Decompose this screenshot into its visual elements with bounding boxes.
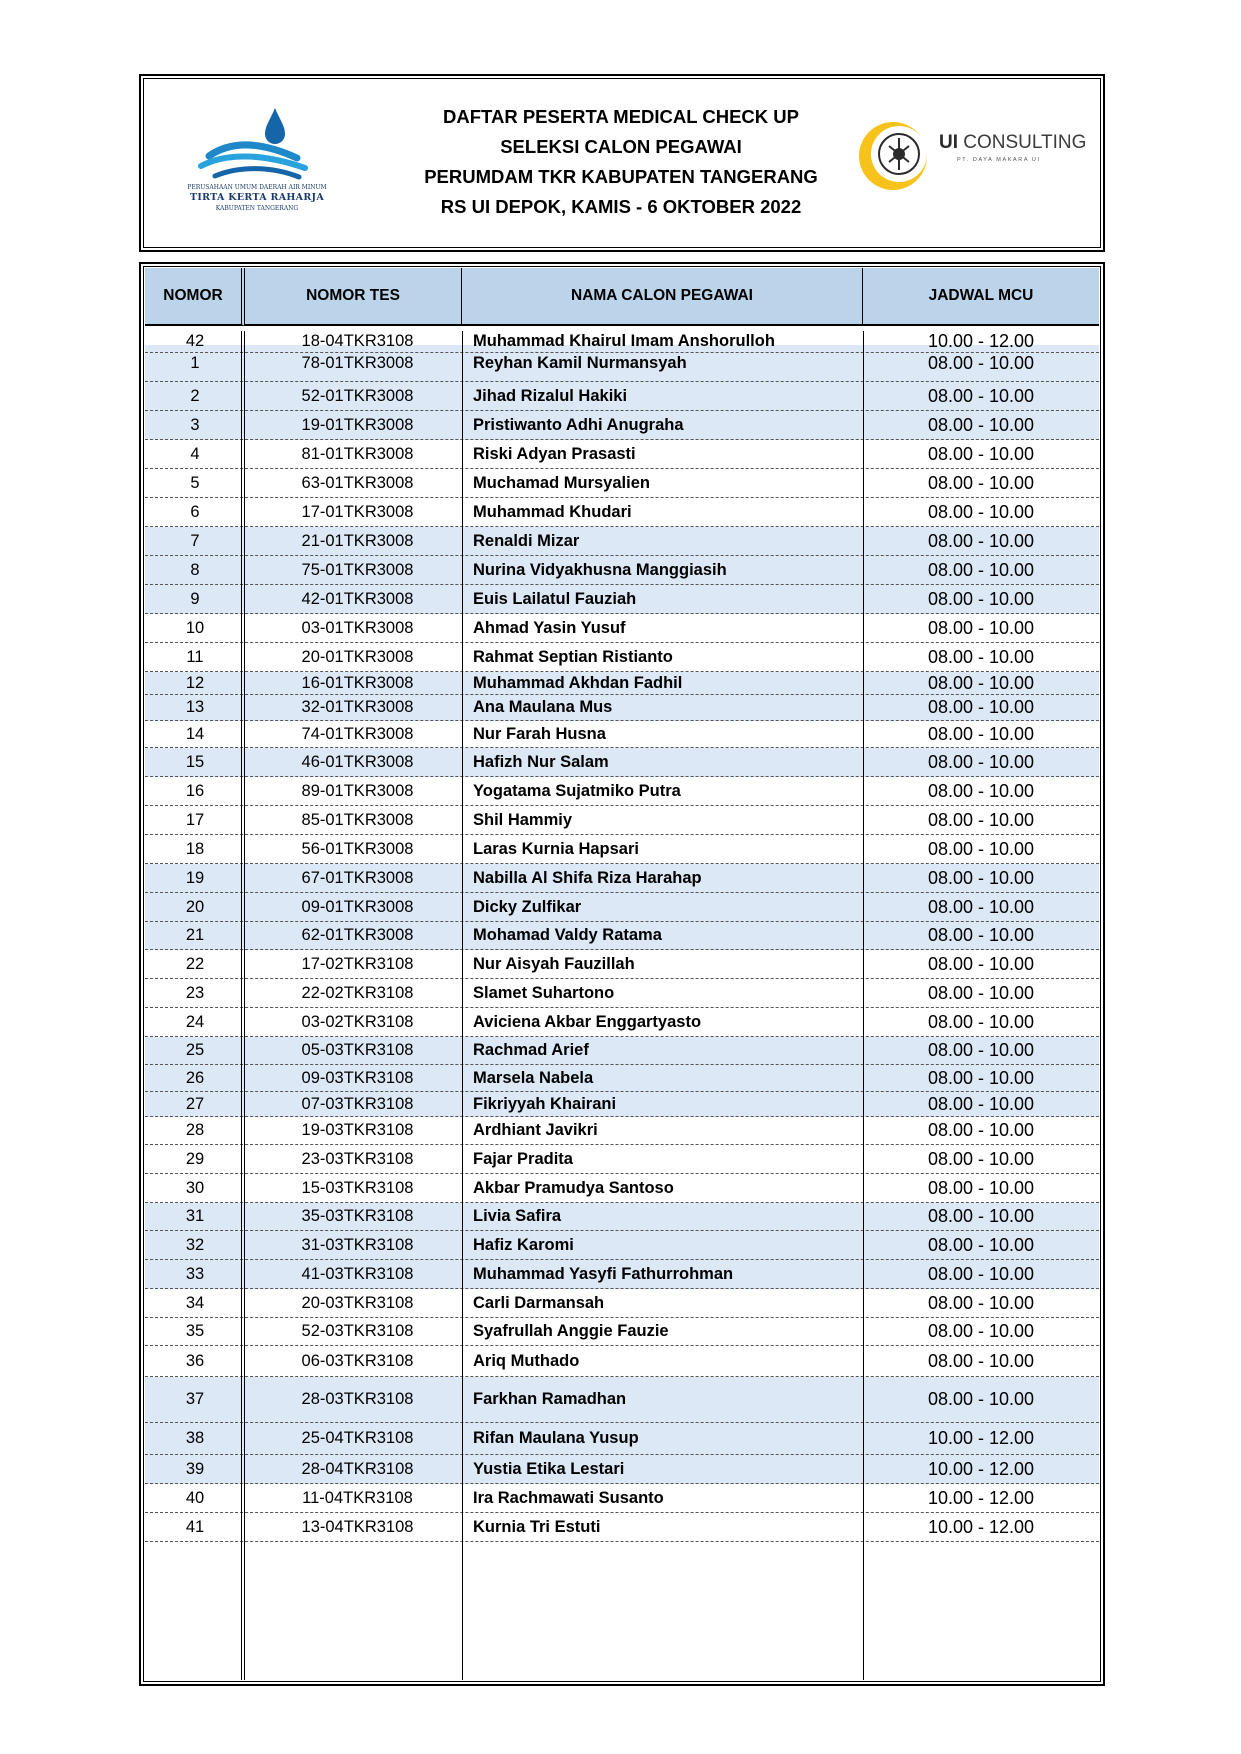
candidate-name: Carli Darmansah (473, 1293, 605, 1312)
table-row (145, 382, 1099, 411)
mcu-schedule: 08.00 - 10.00 (927, 1067, 1035, 1088)
row-number: 6 (190, 502, 200, 521)
test-number: 16-01TKR3008 (301, 673, 414, 692)
document-title (401, 102, 841, 222)
table-row (145, 469, 1099, 498)
mcu-schedule: 10.00 - 12.00 (927, 1428, 1035, 1448)
ui-consulting-subtitle: PT. DAYA MAKARA UI (957, 157, 1041, 163)
row-number: 19 (185, 868, 205, 887)
row-number: 27 (185, 1094, 205, 1113)
test-number: 74-01TKR3008 (301, 724, 414, 743)
mcu-schedule: 08.00 - 10.00 (927, 1093, 1035, 1114)
ui-consulting-logo (853, 116, 1093, 196)
candidate-name: Mohamad Valdy Ratama (473, 926, 662, 944)
table-row (145, 672, 1099, 695)
test-number: 75-01TKR3008 (301, 560, 414, 579)
test-number: 32-01TKR3008 (301, 698, 414, 716)
row-number: 25 (185, 1041, 205, 1059)
table-row (145, 1513, 1099, 1542)
test-number: 15-03TKR3108 (301, 1178, 414, 1197)
column-divider (241, 331, 245, 1680)
test-number: 09-03TKR3108 (301, 1068, 414, 1087)
column-header-jadwal: JADWAL MCU (863, 268, 1099, 326)
test-number: 07-03TKR3108 (301, 1094, 414, 1113)
row-number: 32 (185, 1235, 205, 1254)
test-number: 18-04TKR3108 (301, 332, 414, 350)
table-row (145, 777, 1099, 806)
table-row (145, 806, 1099, 835)
candidate-name: Marsela Nabela (473, 1068, 594, 1087)
candidate-name: Reyhan Kamil Nurmansyah (473, 353, 687, 372)
title-line: SELEKSI CALON PEGAWAI (500, 136, 742, 157)
table-row (145, 1260, 1099, 1289)
candidate-name: Riski Adyan Prasasti (473, 444, 636, 463)
title-line: RS UI DEPOK, KAMIS - 6 OKTOBER 2022 (440, 196, 802, 217)
test-number: 67-01TKR3008 (301, 868, 414, 887)
table-row (145, 1377, 1099, 1423)
mcu-schedule: 08.00 - 10.00 (927, 414, 1035, 435)
mcu-schedule: 08.00 - 10.00 (927, 501, 1035, 522)
candidate-name: Laras Kurnia Hapsari (473, 839, 639, 858)
table-row (145, 893, 1099, 922)
table-row (145, 1174, 1099, 1203)
mcu-schedule: 08.00 - 10.00 (927, 982, 1035, 1003)
row-number: 22 (185, 954, 205, 973)
row-number: 40 (185, 1488, 205, 1507)
tirta-kerta-raharja-logo (187, 106, 327, 216)
table-row (145, 748, 1099, 777)
table-row (145, 950, 1099, 979)
mcu-schedule: 08.00 - 10.00 (927, 1263, 1035, 1284)
table-row (145, 721, 1099, 748)
test-number: 22-02TKR3108 (301, 983, 414, 1002)
test-number: 35-03TKR3108 (301, 1207, 414, 1225)
row-number: 13 (185, 698, 205, 716)
candidate-name: Pristiwanto Adhi Anugraha (473, 415, 684, 434)
test-number: 28-04TKR3108 (301, 1459, 414, 1478)
candidate-name: Fikriyyah Khairani (473, 1094, 617, 1113)
test-number: 81-01TKR3008 (301, 444, 414, 463)
table-row (145, 1037, 1099, 1065)
candidate-name: Kurnia Tri Estuti (473, 1517, 601, 1536)
mcu-schedule: 08.00 - 10.00 (927, 472, 1035, 493)
test-number: 20-03TKR3108 (301, 1293, 414, 1312)
candidate-name: Rifan Maulana Yusup (473, 1429, 639, 1447)
test-number: 20-01TKR3008 (301, 647, 414, 666)
row-number: 3 (190, 415, 200, 434)
table-row (145, 1008, 1099, 1037)
logo-org-region: KABUPATEN TANGERANG (215, 205, 299, 212)
candidate-name: Nurina Vidyakhusna Manggiasih (473, 560, 727, 579)
title-line: DAFTAR PESERTA MEDICAL CHECK UP (443, 106, 799, 127)
ui-makara-emblem-icon (853, 116, 937, 196)
test-number: 03-02TKR3108 (301, 1012, 414, 1031)
column-divider (462, 331, 463, 1680)
table-row (145, 1318, 1099, 1346)
table-row (145, 1423, 1099, 1455)
candidate-name: Muchamad Mursyalien (473, 473, 650, 492)
candidate-name: Ariq Muthado (473, 1351, 580, 1370)
column-divider (863, 331, 864, 1680)
mcu-schedule: 08.00 - 10.00 (927, 1177, 1035, 1198)
table-row (145, 1346, 1099, 1377)
candidate-name: Muhammad Khairul Imam Anshorulloh (473, 332, 775, 350)
mcu-schedule: 08.00 - 10.00 (927, 1148, 1035, 1169)
table-row (145, 1145, 1099, 1174)
candidate-name: Ana Maulana Mus (473, 698, 613, 716)
candidate-name: Ahmad Yasin Yusuf (473, 618, 626, 637)
mcu-schedule: 10.00 - 12.00 (927, 1516, 1035, 1537)
table-row (145, 331, 1099, 353)
row-number: 20 (185, 897, 205, 916)
mcu-schedule: 08.00 - 10.00 (927, 809, 1035, 830)
table-row (145, 979, 1099, 1008)
mcu-schedule: 08.00 - 10.00 (927, 697, 1035, 717)
candidate-name: Ira Rachmawati Susanto (473, 1488, 664, 1507)
mcu-schedule: 08.00 - 10.00 (927, 672, 1035, 693)
test-number: 23-03TKR3108 (301, 1149, 414, 1168)
test-number: 19-01TKR3008 (301, 415, 414, 434)
test-number: 25-04TKR3108 (301, 1429, 414, 1447)
mcu-schedule: 08.00 - 10.00 (927, 925, 1035, 945)
mcu-schedule: 08.00 - 10.00 (927, 559, 1035, 580)
candidate-name: Akbar Pramudya Santoso (473, 1178, 674, 1197)
ui-consulting-wordmark (939, 132, 1086, 154)
row-number: 18 (185, 839, 205, 858)
mcu-schedule: 08.00 - 10.00 (927, 385, 1035, 406)
test-number: 13-04TKR3108 (301, 1517, 414, 1536)
test-number: 05-03TKR3108 (301, 1041, 414, 1059)
table-row (145, 440, 1099, 469)
row-number: 29 (185, 1149, 205, 1168)
mcu-schedule: 08.00 - 10.00 (927, 617, 1035, 638)
title-line: PERUMDAM TKR KABUPATEN TANGERANG (424, 166, 818, 187)
test-number: 06-03TKR3108 (301, 1351, 414, 1370)
mcu-schedule: 08.00 - 10.00 (927, 780, 1035, 801)
row-number: 24 (185, 1012, 205, 1031)
row-number: 14 (185, 724, 205, 743)
row-number: 30 (185, 1178, 205, 1197)
table-row (145, 1092, 1099, 1117)
mcu-schedule: 08.00 - 10.00 (927, 1234, 1035, 1255)
mcu-schedule: 08.00 - 10.00 (927, 838, 1035, 859)
test-number: 09-01TKR3008 (301, 897, 414, 916)
table-row (145, 556, 1099, 585)
row-number: 7 (190, 531, 200, 550)
test-number: 03-01TKR3008 (301, 618, 414, 637)
mcu-schedule: 08.00 - 10.00 (927, 1040, 1035, 1060)
column-header-nomor: NOMOR (145, 268, 245, 326)
candidate-name: Rahmat Septian Ristianto (473, 647, 673, 666)
test-number: 62-01TKR3008 (301, 926, 414, 944)
table-row (145, 527, 1099, 556)
mcu-schedule: 08.00 - 10.00 (927, 1011, 1035, 1032)
mcu-schedule: 08.00 - 10.00 (927, 1321, 1035, 1341)
test-number: 21-01TKR3008 (301, 531, 414, 550)
candidate-name: Yustia Etika Lestari (473, 1459, 625, 1478)
table-row (145, 1484, 1099, 1513)
column-header-nama: NAMA CALON PEGAWAI (462, 268, 863, 326)
table-body (145, 331, 1099, 1680)
test-number: 11-04TKR3108 (302, 1488, 413, 1507)
candidate-name: Livia Safira (473, 1207, 562, 1225)
table-row (145, 835, 1099, 864)
table-row (145, 585, 1099, 614)
document-header (139, 74, 1105, 252)
row-number: 41 (185, 1517, 205, 1536)
table-row (145, 1455, 1099, 1484)
mcu-schedule: 08.00 - 10.00 (927, 751, 1035, 772)
test-number: 19-03TKR3108 (301, 1121, 414, 1139)
row-number: 33 (185, 1264, 205, 1283)
row-number: 12 (185, 673, 205, 692)
test-number: 17-01TKR3008 (301, 502, 414, 521)
row-number: 37 (185, 1390, 205, 1408)
row-number: 9 (190, 589, 200, 608)
candidate-name: Hafiz Karomi (473, 1235, 574, 1254)
table-row (145, 614, 1099, 643)
row-number: 17 (185, 810, 205, 829)
mcu-schedule: 08.00 - 10.00 (927, 1389, 1035, 1409)
brand-suffix: CONSULTING (958, 132, 1087, 153)
table-row (145, 498, 1099, 527)
test-number: 28-03TKR3108 (301, 1390, 414, 1408)
test-number: 56-01TKR3008 (301, 839, 414, 858)
candidate-name: Slamet Suhartono (473, 983, 615, 1002)
table-row (145, 1203, 1099, 1231)
candidate-name: Aviciena Akbar Enggartyasto (473, 1012, 702, 1031)
logo-org-name: TIRTA KERTA RAHARJA (190, 192, 324, 203)
row-number: 42 (185, 332, 205, 350)
mcu-schedule: 08.00 - 10.00 (927, 1120, 1035, 1140)
test-number: 52-01TKR3008 (301, 386, 414, 405)
candidate-name: Euis Lailatul Fauziah (473, 589, 637, 608)
table-row (145, 643, 1099, 672)
test-number: 46-01TKR3008 (301, 752, 414, 771)
test-number: 17-02TKR3108 (301, 954, 414, 973)
column-header-nomor-tes: NOMOR TES (245, 268, 462, 326)
test-number: 85-01TKR3008 (301, 810, 414, 829)
candidate-name: Yogatama Sujatmiko Putra (473, 781, 681, 800)
test-number: 42-01TKR3008 (301, 589, 414, 608)
mcu-schedule: 08.00 - 10.00 (927, 723, 1035, 744)
test-number: 63-01TKR3008 (301, 473, 414, 492)
test-number: 31-03TKR3108 (301, 1235, 414, 1254)
mcu-schedule: 10.00 - 12.00 (927, 1458, 1035, 1479)
mcu-schedule: 08.00 - 10.00 (927, 1292, 1035, 1313)
table-row (145, 1289, 1099, 1318)
mcu-schedule: 08.00 - 10.00 (927, 530, 1035, 551)
candidate-name: Nur Aisyah Fauzillah (473, 954, 635, 973)
candidate-name: Syafrullah Anggie Fauzie (473, 1322, 669, 1340)
mcu-schedule: 08.00 - 10.00 (927, 896, 1035, 917)
table-row (145, 922, 1099, 950)
participant-table (139, 262, 1105, 1686)
table-row (145, 695, 1099, 721)
candidate-name: Shil Hammiy (473, 810, 573, 829)
mcu-schedule: 10.00 - 12.00 (927, 1487, 1035, 1508)
row-number: 23 (185, 983, 205, 1002)
row-number: 5 (190, 473, 200, 492)
candidate-name: Farkhan Ramadhan (473, 1390, 627, 1408)
candidate-name: Muhammad Yasyfi Fathurrohman (473, 1264, 734, 1283)
mcu-schedule: 08.00 - 10.00 (927, 443, 1035, 464)
candidate-name: Nabilla Al Shifa Riza Harahap (473, 868, 702, 887)
test-number: 52-03TKR3108 (301, 1322, 414, 1340)
table-row (145, 864, 1099, 893)
test-number: 41-03TKR3108 (301, 1264, 414, 1283)
table-row (145, 1117, 1099, 1145)
candidate-name: Muhammad Khudari (473, 502, 632, 521)
test-number: 89-01TKR3008 (301, 781, 414, 800)
mcu-schedule: 08.00 - 10.00 (927, 953, 1035, 974)
table-row (145, 1231, 1099, 1260)
row-number: 8 (190, 560, 200, 579)
row-number: 31 (185, 1207, 205, 1225)
candidate-name: Ardhiant Javikri (473, 1121, 598, 1139)
mcu-schedule: 08.00 - 10.00 (927, 352, 1035, 373)
row-number: 16 (185, 781, 205, 800)
mcu-schedule: 08.00 - 10.00 (927, 1206, 1035, 1226)
row-number: 26 (185, 1068, 205, 1087)
row-number: 21 (185, 926, 205, 944)
water-drop-waves-icon (187, 106, 327, 186)
mcu-schedule: 10.00 - 12.00 (927, 331, 1035, 351)
candidate-name: Dicky Zulfikar (473, 897, 582, 916)
mcu-schedule: 08.00 - 10.00 (927, 1350, 1035, 1371)
test-number: 78-01TKR3008 (301, 353, 414, 372)
candidate-name: Hafizh Nur Salam (473, 752, 609, 771)
row-number: 38 (185, 1429, 205, 1447)
row-number: 28 (185, 1121, 205, 1139)
row-number: 10 (185, 618, 205, 637)
row-number: 15 (185, 752, 205, 771)
row-number: 11 (186, 647, 204, 666)
row-number: 1 (190, 353, 200, 372)
mcu-schedule: 08.00 - 10.00 (927, 588, 1035, 609)
mcu-schedule: 08.00 - 10.00 (927, 867, 1035, 888)
row-number: 34 (185, 1293, 205, 1312)
row-number: 2 (190, 386, 200, 405)
table-row (145, 1065, 1099, 1092)
candidate-name: Rachmad Arief (473, 1041, 589, 1059)
logo-org-small-text: PERUSAHAAN UMUM DAERAH AIR MINUM (187, 184, 327, 191)
mcu-schedule: 08.00 - 10.00 (927, 646, 1035, 667)
table-header-row (145, 268, 1099, 326)
table-row (145, 411, 1099, 440)
candidate-name: Nur Farah Husna (473, 724, 606, 743)
row-number: 39 (185, 1459, 205, 1478)
candidate-name: Jihad Rizalul Hakiki (473, 386, 628, 405)
row-number: 35 (185, 1322, 205, 1340)
candidate-name: Muhammad Akhdan Fadhil (473, 673, 683, 692)
brand-prefix: UI (939, 132, 958, 153)
candidate-name: Renaldi Mizar (473, 531, 580, 550)
row-number: 4 (190, 444, 200, 463)
candidate-name: Fajar Pradita (473, 1149, 573, 1168)
row-number: 36 (185, 1351, 205, 1370)
